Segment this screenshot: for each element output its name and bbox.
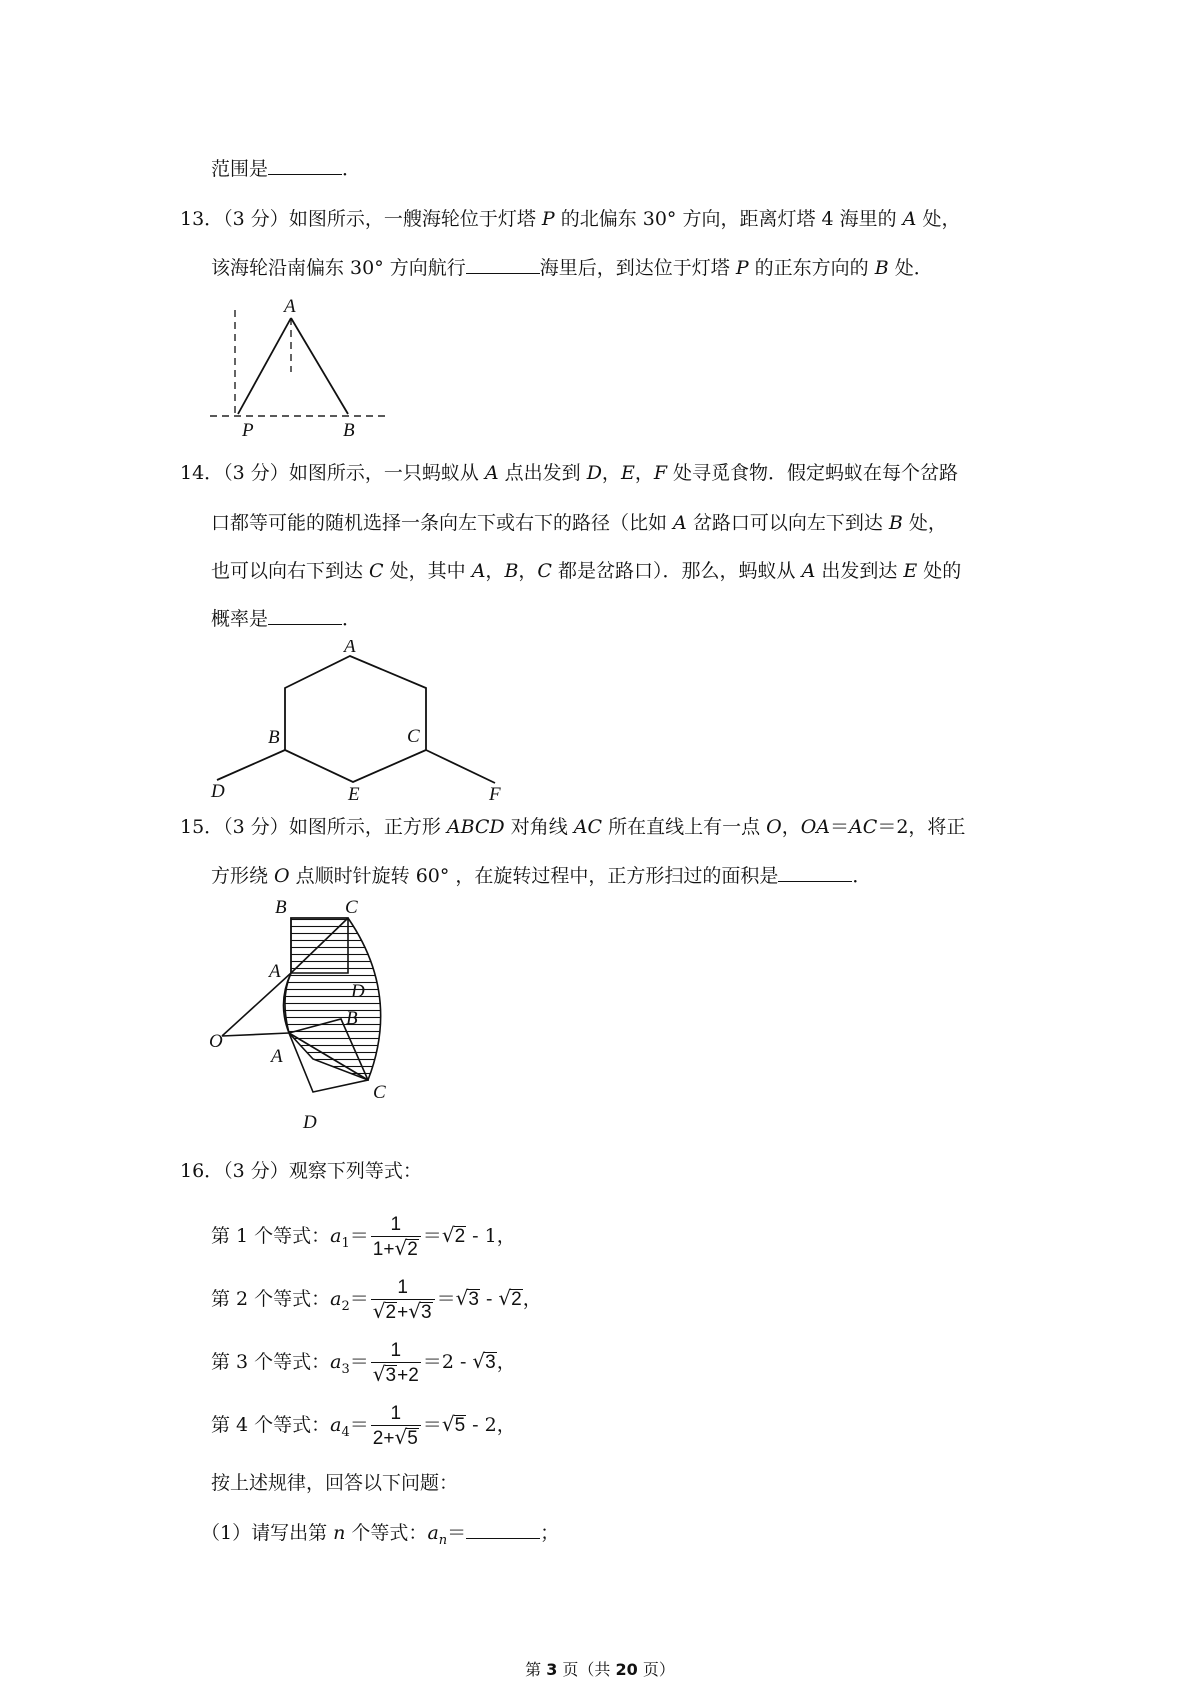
label-D: D	[211, 781, 225, 800]
label-B1: B	[275, 897, 287, 918]
segment-OA-2	[222, 1033, 289, 1036]
segment-OA-1	[222, 973, 291, 1036]
equation-4: 第 4 个等式：$a_4=$ $\frac{1}{2+√5}$ ＝√5 - 2，	[211, 1402, 516, 1449]
equation-1: 第 1 个等式：$a_1=$ $\frac{1}{1+√2}$ ＝√2 - 1，	[211, 1213, 516, 1260]
segment-AB	[291, 318, 348, 414]
label-C1: C	[345, 897, 358, 918]
answer-blank[interactable]	[268, 158, 342, 175]
label-A1: A	[269, 961, 281, 982]
label-C: C	[407, 726, 420, 747]
q14-line-4: 概率是 ．	[211, 608, 362, 630]
q16-rule-line: 按上述规律，回答以下问题：	[211, 1472, 459, 1494]
segment-PA	[238, 318, 291, 414]
q13-line-2: 该海轮沿南偏东 30° 方向航行 海里后，到达位于灯塔 P 的正东方向的 B 处．	[211, 257, 933, 279]
q12-tail-line: 范围是 ．	[211, 158, 362, 180]
fraction: $\frac{1}{√3+2}$	[372, 1339, 419, 1386]
label-A: A	[284, 296, 296, 317]
answer-blank[interactable]	[466, 257, 540, 274]
answer-blank[interactable]	[268, 608, 342, 625]
answer-blank[interactable]	[778, 865, 852, 882]
fraction: $\frac{1}{1+√2}$	[371, 1214, 421, 1261]
label-E: E	[348, 784, 360, 800]
label-B: B	[343, 420, 355, 440]
q14-line-3: 也可以向右下到达 C 处，其中 A，B，C 都是岔路口）．那么，蚂蚁从 A 出发到达 E 处的	[211, 560, 962, 582]
q13-line-1: 13．（3 分）如图所示，一艘海轮位于灯塔 P 的北偏东 30° 方向，距离灯塔 4 海里的 A 处，	[180, 208, 961, 230]
q14-figure	[205, 640, 515, 800]
hexagon-path	[285, 656, 426, 782]
q14-line-1: 14．（3 分）如图所示，一只蚂蚁从 A 点出发到 D，E，F 处寻觅食物．假定蚂蚁在每个岔路	[180, 462, 959, 484]
fraction: $\frac{1}{2+√5}$	[371, 1403, 421, 1450]
page-footer: 第 3 页（共 20 页）	[525, 1660, 675, 1679]
q13-figure	[200, 290, 400, 440]
q15-line-2: 方形绕 O 点顺时针旋转 60° ，在旋转过程中，正方形扫过的面积是 ．	[211, 865, 872, 887]
label-F: F	[489, 784, 501, 800]
label-A: A	[344, 640, 356, 657]
swept-region	[285, 918, 381, 1080]
q15-figure	[205, 895, 435, 1135]
label-B: B	[268, 727, 280, 748]
q14-line-2: 口都等可能的随机选择一条向左下或右下的路径（比如 A 岔路口可以向左下到达 B 处，	[211, 512, 947, 534]
path-BD	[217, 750, 285, 780]
path-CF	[426, 750, 495, 783]
q16-line-1: 16．（3 分）观察下列等式：	[180, 1160, 422, 1182]
label-D1: D	[351, 981, 365, 1002]
equation-3: 第 3 个等式：$a_3=$ $\frac{1}{√3+2}$ ＝2 - √3，	[211, 1339, 516, 1386]
fraction: $\frac{1}{√2+√3}$	[371, 1277, 435, 1324]
equation-2: 第 2 个等式：$a_2=$ $\frac{1}{√2+√3}$ ＝√3 - √2，	[211, 1276, 542, 1323]
label-B2: B	[346, 1008, 358, 1029]
label-C2: C	[373, 1082, 386, 1103]
label-O: O	[209, 1031, 223, 1052]
label-P: P	[242, 420, 254, 440]
answer-blank[interactable]	[466, 1522, 540, 1539]
label-D2: D	[303, 1112, 317, 1133]
q15-line-1: 15．（3 分）如图所示，正方形 ABCD 对角线 AC 所在直线上有一点 O，OA＝AC＝2，将正	[180, 816, 966, 838]
q16-part1-line: （1）请写出第 n 个等式：$a_n=$ ；	[201, 1522, 560, 1548]
label-A2: A	[271, 1046, 283, 1067]
